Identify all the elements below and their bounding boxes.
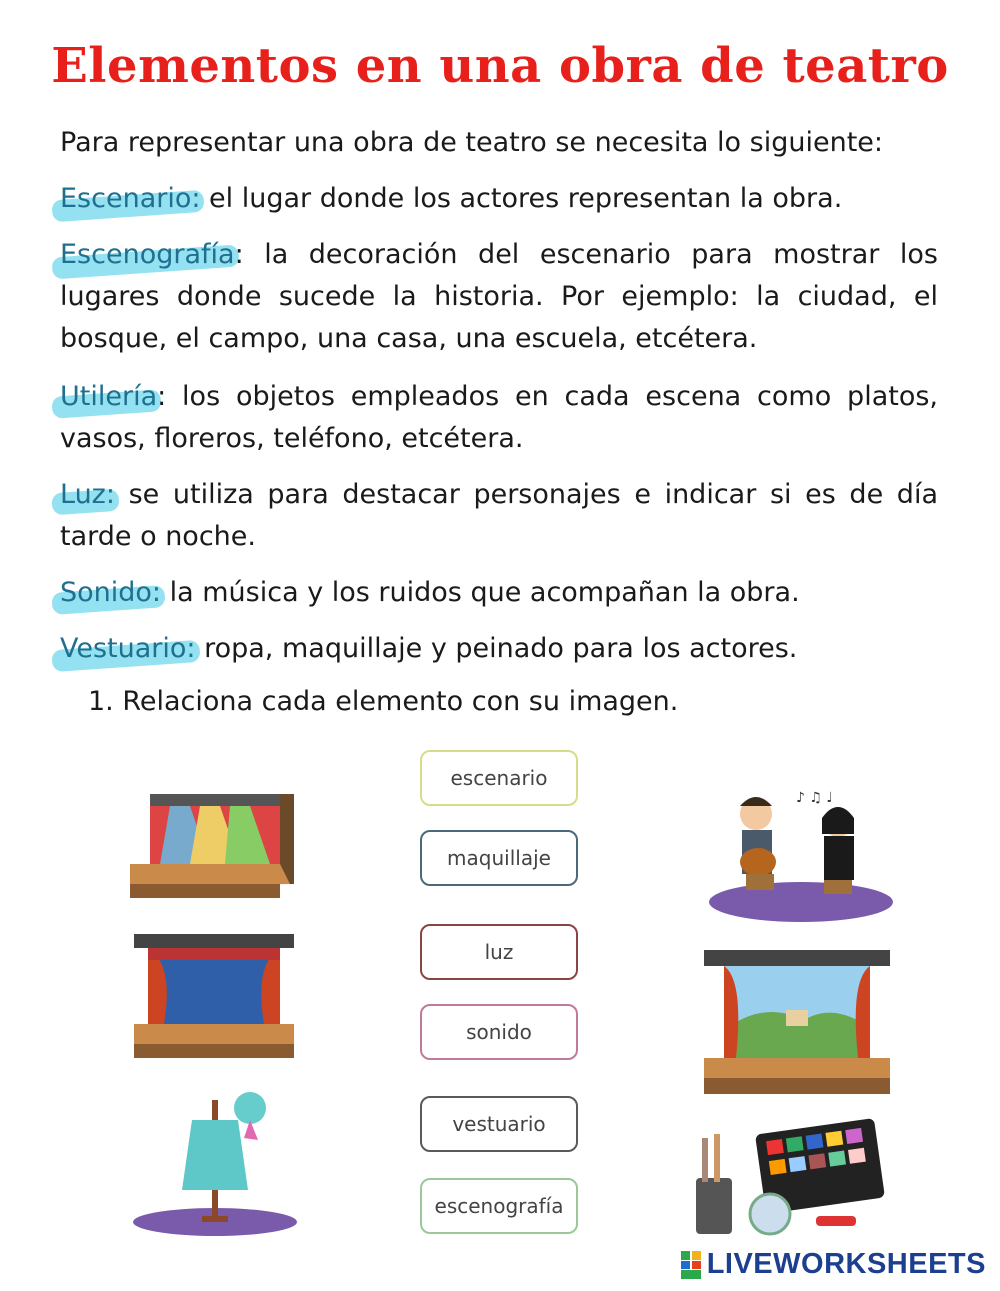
makeup-kit-image[interactable] (686, 1118, 886, 1242)
liveworksheets-logo (681, 1248, 986, 1281)
definition-text: : los objetos empleados en cada escena como platos, vasos, floreros, teléfono, etcétera. (60, 381, 938, 454)
svg-text:♪ ♫ ♩: ♪ ♫ ♩ (796, 790, 833, 806)
term-vestuario: Vestuario: (60, 633, 196, 664)
instruction: 1. Relaciona cada elemento con su imagen. (88, 686, 679, 717)
term-escenografia: Escenografía (60, 239, 235, 270)
definition-vestuario (60, 628, 938, 670)
definition-escenografia (60, 234, 938, 360)
definition-text: se utiliza para destacar personajes e indicar si es de día tarde o noche. (60, 479, 938, 552)
term-sonido: Sonido: (60, 577, 162, 608)
word-box-luz[interactable]: luz (420, 924, 578, 980)
term-utileria: Utilería (60, 381, 158, 412)
word-box-escenario[interactable]: escenario (420, 750, 578, 806)
word-box-escenografia[interactable]: escenografía (420, 1178, 578, 1234)
definition-text: : la decoración del escenario para mostrar los lugares donde sucede la historia. Por ejemplo: la ciudad, el bosque, el campo, una casa, una escuela, etcétera. (60, 239, 938, 354)
stage-lights-image[interactable] (130, 786, 296, 900)
definition-text: la música y los ruidos que acompañan la obra. (161, 577, 800, 608)
definition-text: el lugar donde los actores representan la obra. (200, 183, 843, 214)
curtain-stage-image[interactable] (134, 934, 294, 1058)
word-box-maquillaje[interactable]: maquillaje (420, 830, 578, 886)
costume-rack-image[interactable] (132, 1080, 298, 1238)
definition-text: ropa, maquillaje y peinado para los actores. (195, 633, 798, 664)
word-box-vestuario[interactable]: vestuario (420, 1096, 578, 1152)
term-luz: Luz: (60, 479, 115, 510)
page-title: Elementos en una obra de teatro (51, 38, 949, 94)
definition-luz (60, 474, 938, 558)
definition-sonido (60, 572, 938, 614)
brand-name: LIVEWORKSHEETS (706, 1248, 986, 1280)
definition-utileria (60, 376, 938, 460)
musicians-image[interactable] (706, 774, 896, 922)
scenery-stage-image[interactable] (704, 950, 890, 1096)
word-box-sonido[interactable]: sonido (420, 1004, 578, 1060)
liveworksheets-icon (681, 1251, 701, 1279)
definition-escenario (60, 178, 938, 220)
intro-text: Para representar una obra de teatro se necesita lo siguiente: (60, 127, 883, 158)
term-escenario: Escenario: (60, 183, 201, 214)
